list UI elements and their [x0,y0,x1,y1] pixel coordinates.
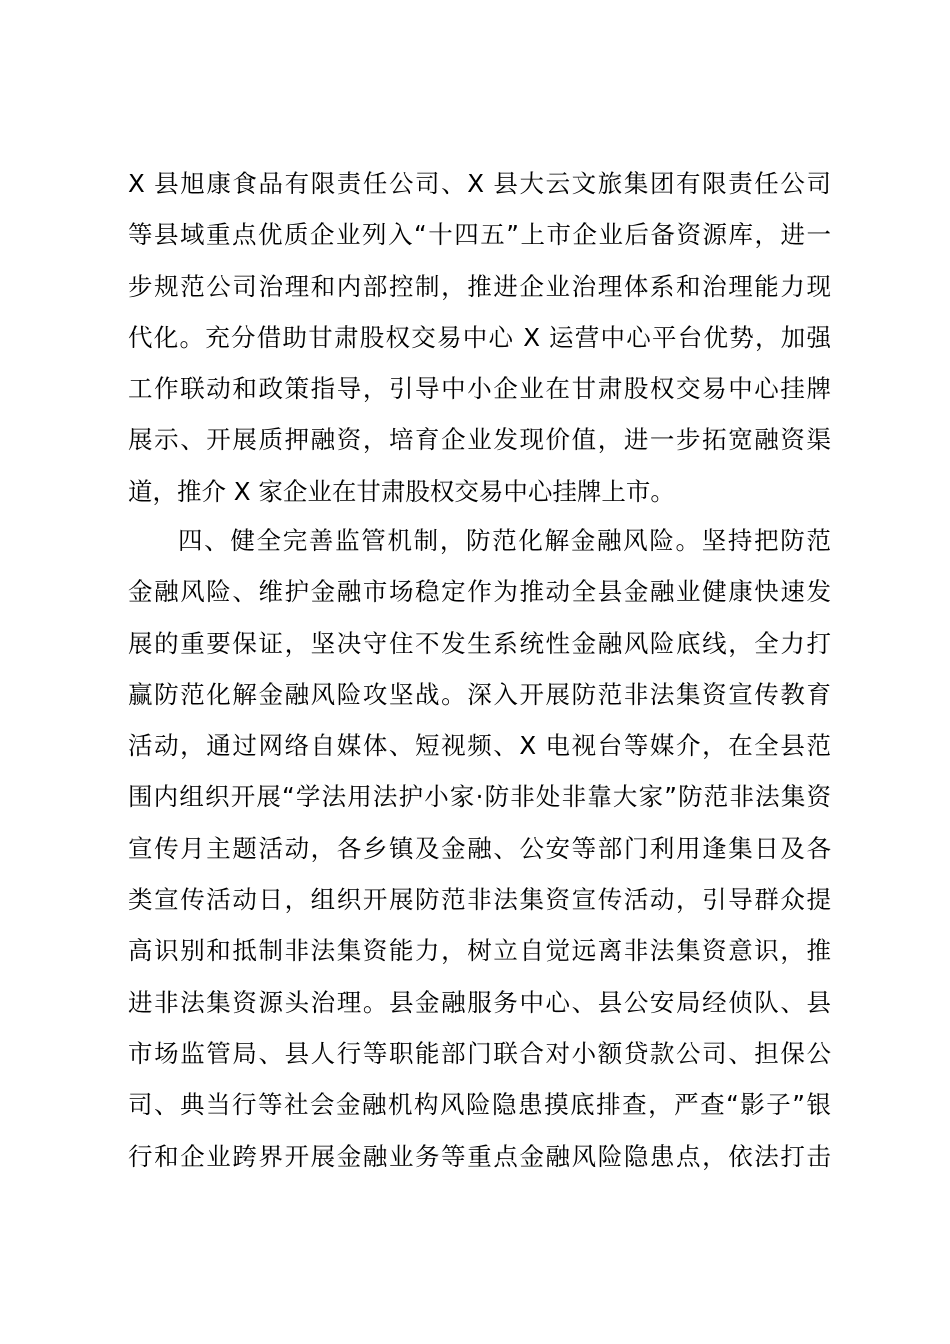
paragraph-continued [128,158,831,517]
text-line: 高识别和抵制非法集资能力，树立自觉远离非法集资意识，推 [128,936,831,966]
section-four-paragraph [128,515,831,1182]
text-line: X 县旭康食品有限责任公司、X 县大云文旅集团有限责任公司 [128,169,831,198]
text-line: 围内组织开展“学法用法护小家·防非处非靠大家”防范非法集资 [128,782,831,812]
text-line: 金融风险、维护金融市场稳定作为推动全县金融业健康快速发 [128,577,831,607]
text-line: 等县域重点优质企业列入“十四五”上市企业后备资源库，进一 [128,220,831,250]
text-line: 宣传月主题活动，各乡镇及金融、公安等部门利用逢集日及各 [128,833,831,863]
text-line: 工作联动和政策指导，引导中小企业在甘肃股权交易中心挂牌 [128,374,831,404]
text-line: 步规范公司治理和内部控制，推进企业治理体系和治理能力现 [128,271,831,301]
text-line: 活动，通过网络自媒体、短视频、X 电视台等媒介，在全县范 [128,731,831,761]
text-line: 道，推介 X 家企业在甘肃股权交易中心挂牌上市。 [128,476,675,506]
text-line: 展示、开展质押融资，培育企业发现价值，进一步拓宽融资渠 [128,425,831,455]
text-line: 赢防范化解金融风险攻坚战。深入开展防范非法集资宣传教育 [128,679,831,709]
text-line: 类宣传活动日，组织开展防范非法集资宣传活动，引导群众提 [128,885,831,915]
text-line: 进非法集资源头治理。县金融服务中心、县公安局经侦队、县 [128,987,831,1017]
text-line: 司、典当行等社会金融机构风险隐患摸底排查，严查“影子”银 [128,1090,831,1120]
text-line: 展的重要保证，坚决守住不发生系统性金融风险底线，全力打 [128,628,831,658]
section-heading-line: 四、健全完善监管机制，防范化解金融风险。坚持把防范 [178,526,831,555]
text-line: 代化。充分借助甘肃股权交易中心 X 运营中心平台优势，加强 [128,322,831,352]
text-line: 市场监管局、县人行等职能部门联合对小额贷款公司、担保公 [128,1038,831,1068]
text-line: 行和企业跨界开展金融业务等重点金融风险隐患点，依法打击 [128,1141,831,1171]
